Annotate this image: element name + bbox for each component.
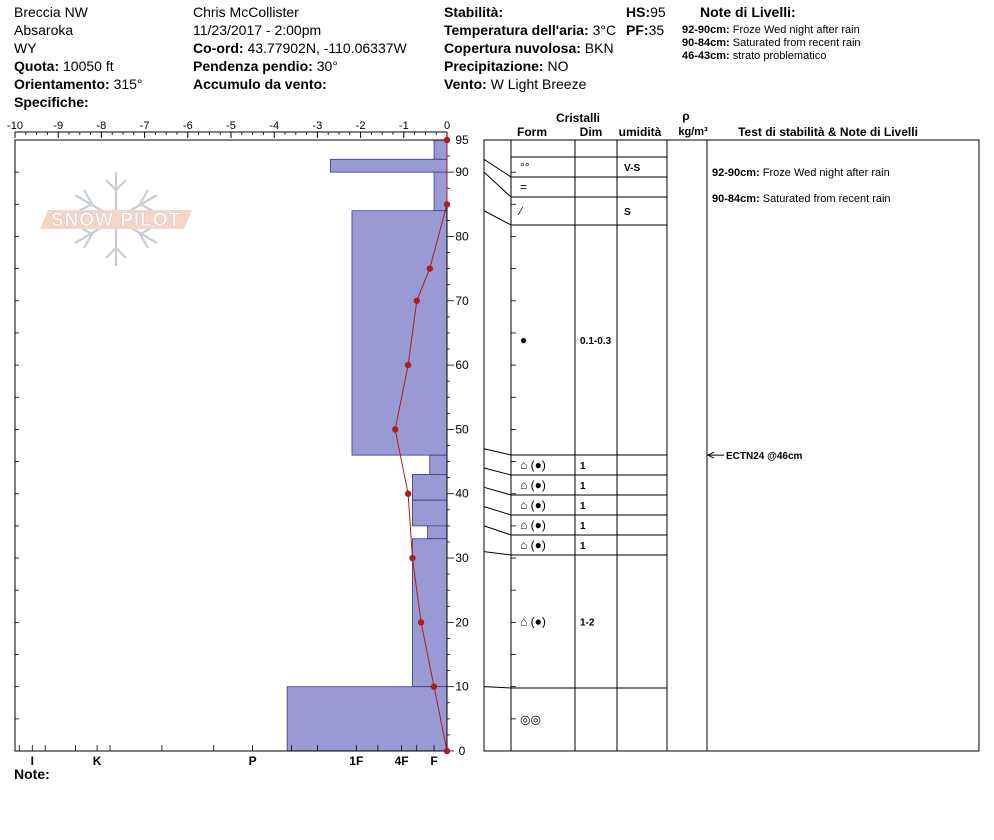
hardness-bar <box>412 474 447 500</box>
grain-size: 1 <box>580 541 586 552</box>
grain-size: 1 <box>580 481 586 492</box>
hardness-label: 1F <box>349 754 364 768</box>
layer-note-text: Froze Wed night after rain <box>732 24 860 36</box>
height-tick-label: 95 <box>455 133 469 147</box>
slope-value: 30° <box>316 58 338 74</box>
layer-notes-title: Note di Livelli: <box>700 4 796 20</box>
grain-form: ⌂ (●) <box>520 614 546 629</box>
mountain-range: Absaroka <box>14 22 74 38</box>
datetime: 11/23/2017 - 2:00pm <box>193 22 322 38</box>
pf-label: PF: <box>626 22 649 38</box>
temperature-point <box>405 362 411 368</box>
hardness-bar <box>330 159 447 172</box>
temperature-point <box>414 298 420 304</box>
snowpilot-logo <box>40 172 192 266</box>
layer-note-range: 46-43cm: <box>682 50 730 62</box>
layer-note <box>712 167 890 179</box>
hardness-bar <box>434 140 447 159</box>
grain-size: 0.1-0.3 <box>580 336 612 347</box>
hs-label: HS: <box>626 4 651 20</box>
layer-connector <box>484 172 511 197</box>
wind-value: W Light Breeze <box>490 76 587 92</box>
precip-value: NO <box>547 58 569 74</box>
coord-value: 43.77902N, -110.06337W <box>247 40 407 56</box>
hardness-bar <box>352 211 447 455</box>
location-name: Breccia NW <box>14 4 88 20</box>
hardness-bar <box>412 500 447 526</box>
temperature-point <box>431 683 437 689</box>
hardness-label: K <box>92 754 102 768</box>
temperature-tick-label: -6 <box>182 120 193 132</box>
temperature-point <box>444 137 450 143</box>
stability-notes-header: Test di stabilità & Note di Livelli <box>738 125 918 139</box>
height-tick-label: 60 <box>455 358 469 373</box>
grain-form: ⌂ (●) <box>520 498 546 512</box>
layer-note-range: 90-84cm: <box>712 192 763 205</box>
temperature-tick-label: -8 <box>96 120 107 132</box>
temperature-tick-label: -7 <box>139 120 150 132</box>
form-header: Form <box>517 125 547 139</box>
hardness-label: I <box>30 754 34 768</box>
grain-form: ⌂ (●) <box>520 458 546 472</box>
grain-size: 1 <box>580 501 586 512</box>
grain-form: ● <box>520 333 528 347</box>
stability-test-label: ECTN24 @46cm <box>726 451 803 463</box>
height-tick-label: 50 <box>455 422 469 437</box>
layer-connector <box>484 211 511 225</box>
hardness-label: 4F <box>394 754 409 768</box>
temperature-tick-label: -5 <box>226 120 236 132</box>
grain-form: ⁄ <box>520 204 523 218</box>
coord-label: Co-ord: <box>193 40 244 56</box>
layer-connector <box>484 468 511 475</box>
height-tick-label: 70 <box>455 293 469 308</box>
hardness-label: P <box>248 754 257 768</box>
cloud-label: Copertura nuvolosa: <box>444 40 581 56</box>
temperature-point <box>405 491 411 497</box>
logo-text: SNOW PILOT <box>50 210 182 231</box>
temperature-tick-label: -1 <box>398 120 409 132</box>
air-temp-label: Temperatura dell'aria: <box>444 22 589 38</box>
stratigraphy-table <box>484 109 979 751</box>
height-tick-label: 40 <box>455 486 469 501</box>
hardness-bar <box>287 687 447 751</box>
layer-note-range: 92-90cm: <box>682 24 730 36</box>
height-tick-label: 90 <box>455 165 469 180</box>
temperature-point <box>444 748 450 754</box>
moisture-value: S <box>624 207 631 218</box>
temperature-tick-label: -3 <box>312 120 323 132</box>
wind-load-label: Accumulo da vento: <box>193 76 327 92</box>
temperature-tick-label: -10 <box>7 120 23 132</box>
specifics-label: Specifiche: <box>14 94 89 110</box>
layer-note-range: 92-90cm: <box>712 167 763 180</box>
moisture-header: umidità <box>618 125 662 139</box>
layer-connector <box>484 552 511 555</box>
air-temp-value: 3°C <box>592 22 617 38</box>
height-tick-label: 20 <box>455 615 469 630</box>
layer-connector <box>484 526 511 535</box>
height-tick-label: 10 <box>455 679 469 694</box>
observer: Chris McCollister <box>193 4 299 20</box>
temperature-point <box>409 555 415 561</box>
grain-form: ◎◎ <box>520 712 541 727</box>
grain-size: 1 <box>580 521 586 532</box>
hardness-bar <box>430 455 447 474</box>
layer-connector <box>484 687 511 688</box>
height-tick-label: 0 <box>458 744 466 758</box>
elevation-label: Quota: <box>14 58 60 74</box>
elevation-value: 10050 ft <box>63 58 114 74</box>
grain-form: °° <box>520 160 530 174</box>
grain-size: 1-2 <box>580 617 595 629</box>
state: WY <box>14 40 37 56</box>
stability-label: Stabilità: <box>444 4 504 20</box>
hs-value: 95 <box>650 4 666 20</box>
precip-label: Precipitazione: <box>444 58 544 74</box>
temperature-tick-label: -4 <box>269 120 280 132</box>
layer-connector <box>484 159 511 177</box>
density-header: ρ <box>682 109 690 123</box>
temperature-tick-label: -9 <box>53 120 64 132</box>
grain-form: = <box>520 180 528 194</box>
layer-note-text: Saturated from recent rain <box>762 192 891 205</box>
temperature-tick-label: -2 <box>355 120 366 132</box>
layer-connector <box>484 449 511 455</box>
layer-note-range: 90-84cm: <box>682 37 730 49</box>
grain-form: ⌂ (●) <box>520 538 546 552</box>
crystals-header: Cristalli <box>555 111 601 125</box>
slope-label: Pendenza pendio: <box>193 58 313 74</box>
temperature-point <box>427 265 433 271</box>
aspect-label: Orientamento: <box>14 76 110 92</box>
height-tick-label: 80 <box>455 229 469 244</box>
height-tick-label: 30 <box>455 551 469 566</box>
aspect-value: 315° <box>113 76 143 92</box>
temperature-point <box>392 426 398 432</box>
temperature-point <box>444 201 450 207</box>
pf-value: 35 <box>648 22 665 38</box>
temperature-tick-label: 0 <box>443 120 451 132</box>
moisture-value: V-S <box>624 163 641 174</box>
grain-form: ⌂ (●) <box>520 478 546 492</box>
layer-note-text: Saturated from recent rain <box>732 37 861 49</box>
grain-size: 1 <box>580 461 586 472</box>
size-header: Dim <box>579 125 603 139</box>
grain-form: ⌂ (●) <box>520 518 546 532</box>
layer-note <box>712 193 891 205</box>
layer-note-text: Froze Wed night after rain <box>762 167 890 180</box>
note-label: Note: <box>14 766 50 782</box>
temperature-point <box>418 619 424 625</box>
layer-connector <box>484 487 511 495</box>
density-unit: kg/m³ <box>678 126 708 138</box>
cloud-value: BKN <box>584 40 614 56</box>
table-frame <box>484 140 979 751</box>
hardness-label: F <box>430 754 438 768</box>
layer-connector <box>484 507 511 515</box>
hardness-bar <box>428 526 447 539</box>
wind-label: Vento: <box>444 76 487 92</box>
layer-note-text: strato problematico <box>732 50 827 62</box>
